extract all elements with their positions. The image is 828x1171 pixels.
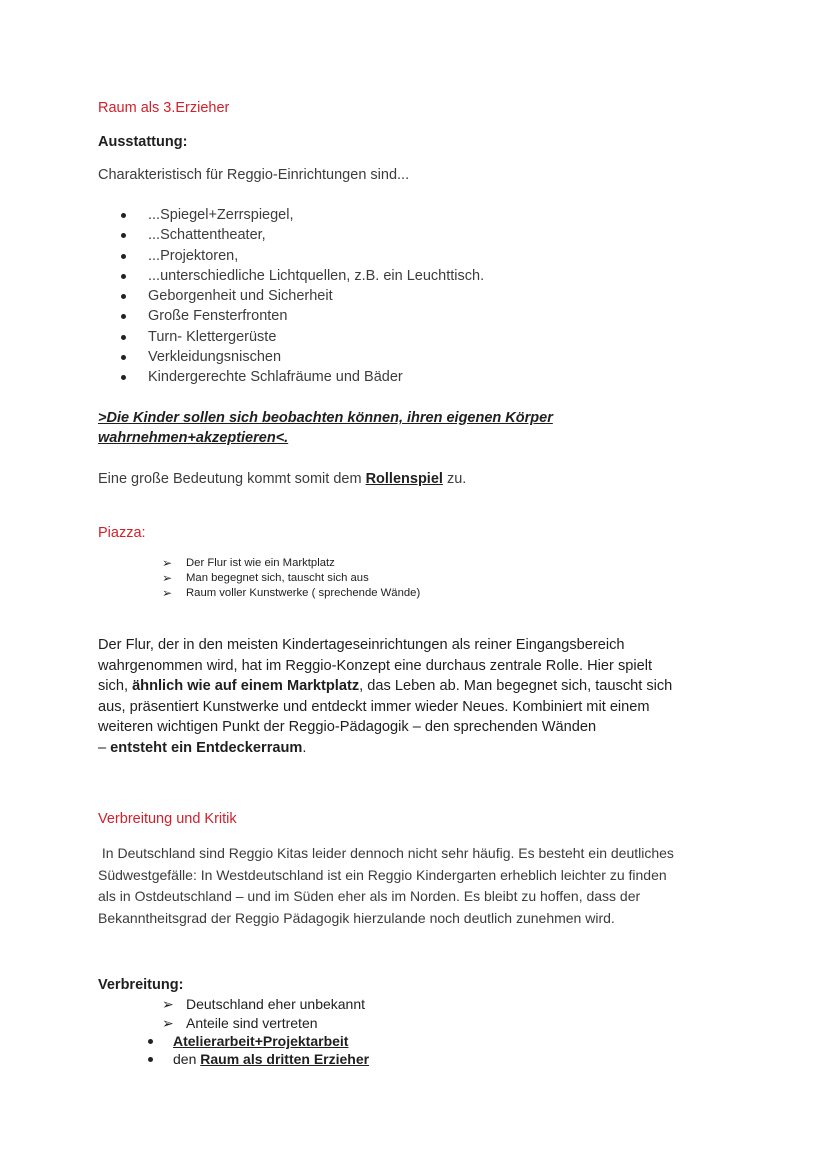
bullet-icon [121, 254, 126, 259]
section-title-kritik: Verbreitung und Kritik [98, 811, 237, 827]
piazza-paragraph: Der Flur, der in den meisten Kindertageseinrichtungen als reiner Eingangsbereich wahrgenommen wird, hat im Reggio-Konzept eine durchaus zentrale Rolle. Hier spielt sich, ähnlich wie auf einem Marktplatz, das Leben ab. Man begegnet sich, tauscht sich aus, präsentiert Kunstwerke und entdeckt immer wieder Neues. Kombiniert mit einem weiteren wichtigen Punkt der Reggio-Pädagogik – den sprechenden Wänden – entsteht ein Entdeckerraum. [98, 637, 673, 756]
list-item: ➢ Deutschland eher unbekannt [162, 996, 366, 1012]
arrow-bullet-icon: ➢ [162, 1014, 174, 1031]
list-item: Geborgenheit und Sicherheit [148, 286, 484, 306]
verbreitung-bullet-1: Atelierarbeit+Projektarbeit [173, 1032, 348, 1051]
verbreitung-bullet-2: den Raum als dritten Erzieher [173, 1050, 369, 1069]
bullet-icon [121, 233, 126, 238]
kritik-paragraph: In Deutschland sind Reggio Kitas leider dennoch nicht sehr häufig. Es besteht ein deutliches Südwestgefälle: In Westdeutschland ist ein Reggio Kindergarten erheblich leichter zu finden als in Ostdeutschland – und im Süden eher als im Norden. Es bleibt zu hoffen, dass der Bekanntheitsgrad der Reggio Pädagogik hierzulande noch deutlich zunehmen wird. [98, 845, 674, 926]
bullet-icon [121, 355, 126, 360]
bullet-icon [121, 375, 126, 380]
section-title-piazza: Piazza: [98, 525, 146, 541]
bullet-icon [121, 213, 126, 218]
quote-line-1: >Die Kinder sollen sich beobachten können, ihren eigenen Körper [98, 410, 553, 426]
bullet-icon [121, 335, 126, 340]
bullet-icon [148, 1039, 153, 1044]
verbreitung-heading: Verbreitung: [98, 977, 184, 993]
piazza-list [162, 556, 421, 601]
list-item: ...Spiegel+Zerrspiegel, [148, 205, 484, 225]
bullet-icon [121, 274, 126, 279]
ausstattung-intro: Charakteristisch für Reggio-Einrichtungen sind... [98, 167, 410, 183]
list-item: ➢ Raum voller Kunstwerke ( sprechende Wände) [162, 586, 421, 600]
list-item: ➢ Anteile sind vertreten [162, 1014, 318, 1031]
verbreitung-arrow-list [162, 995, 366, 1032]
list-item: ➢ Der Flur ist wie ein Marktplatz [162, 556, 335, 570]
ausstattung-list [148, 205, 484, 388]
list-item: ...Projektoren, [148, 246, 484, 266]
bullet-icon [121, 314, 126, 319]
quote-line-2: wahrnehmen+akzeptieren<. [98, 430, 289, 446]
rollenspiel-sentence: Eine große Bedeutung kommt somit dem Rollenspiel zu. [98, 471, 467, 487]
arrow-bullet-icon: ➢ [162, 556, 173, 570]
list-item: ...Schattentheater, [148, 225, 484, 245]
bullet-icon [121, 294, 126, 299]
section-title-raum: Raum als 3.Erzieher [98, 100, 230, 116]
rollenspiel-term: Rollenspiel [365, 471, 443, 487]
arrow-bullet-icon: ➢ [162, 586, 173, 600]
arrow-bullet-icon: ➢ [162, 571, 173, 585]
bullet-icon [148, 1057, 153, 1062]
arrow-bullet-icon: ➢ [162, 996, 174, 1012]
list-item: ➢ Man begegnet sich, tauscht sich aus [162, 571, 369, 585]
ausstattung-heading: Ausstattung: [98, 134, 188, 150]
list-item: Große Fensterfronten [148, 306, 484, 326]
list-item: Kindergerechte Schlafräume und Bäder [148, 367, 484, 387]
list-item: ...unterschiedliche Lichtquellen, z.B. ein Leuchttisch. [148, 266, 484, 286]
list-item: Turn- Klettergerüste [148, 327, 484, 347]
list-item: Verkleidungsnischen [148, 347, 484, 367]
